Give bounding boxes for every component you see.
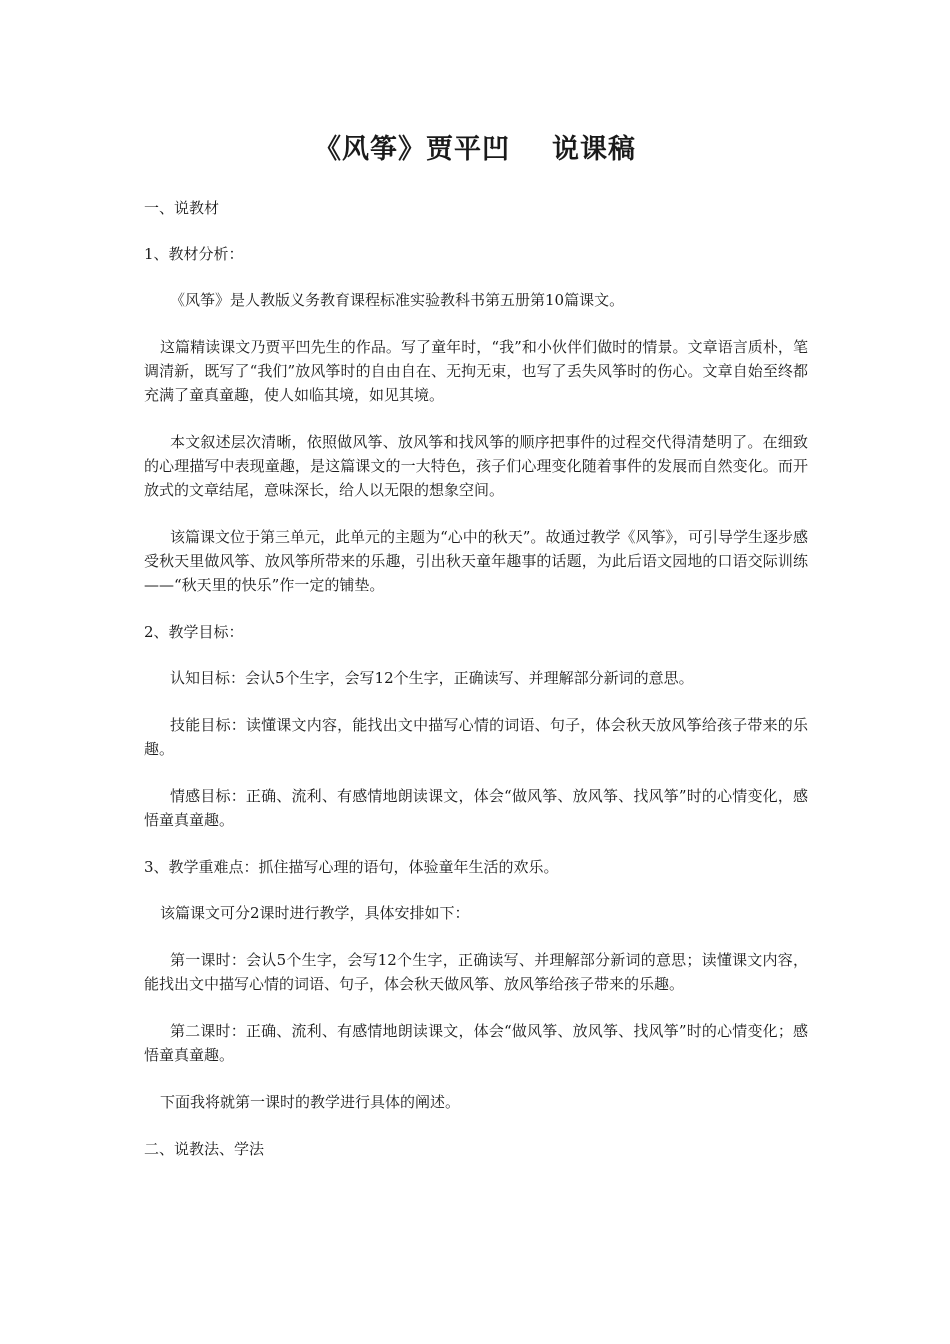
paragraph: 该篇课文位于第三单元，此单元的主题为“心中的秋天”。故通过教学《风筝》，可引导学生逐步感受秋天里做风筝、放风筝所带来的乐趣，引出秋天童年趣事的话题，为此后语文园地的口语交际训练——“秋天里的快乐”作一定的铺垫。 [144,528,808,594]
section-heading: 二、说教法、学法 [144,1140,265,1158]
subsection-heading: 1、教材分析： [144,245,244,263]
paragraph: 该篇课文可分2课时进行教学，具体安排如下： [160,904,470,922]
paragraph: 《风筝》是人教版义务教育课程标准实验教科书第五册第10篇课文。 [170,291,625,309]
paragraph: 认知目标：会认5个生字，会写12个生字，正确读写、并理解部分新词的意思。 [170,669,694,687]
paragraph: 本文叙述层次清晰，依照做风筝、放风筝和找风筝的顺序把事件的过程交代得清楚明了。在细致的心理描写中表现童趣，是这篇课文的一大特色，孩子们心理变化随着事件的发展而自然变化。而开放式的文章结尾，意味深长，给人以无限的想象空间。 [144,433,808,499]
section-heading: 一、说教材 [144,199,220,217]
paragraph: 下面我将就第一课时的教学进行具体的阐述。 [160,1093,461,1111]
paragraph: 第一课时：会认5个生字，会写12个生字，正确读写、并理解部分新词的意思；读懂课文内容，能找出文中描写心情的词语、句子，体会秋天做风筝、放风筝给孩子带来的乐趣。 [144,951,808,993]
paragraph: 技能目标：读懂课文内容，能找出文中描写心情的词语、句子，体会秋天放风筝给孩子带来的乐趣。 [144,716,808,758]
paragraph: 这篇精读课文乃贾平凹先生的作品。写了童年时，“我”和小伙伴们做时的情景。文章语言质朴，笔调清新，既写了“我们”放风筝时的自由自在、无拘无束，也写了丢失风筝时的伤心。文章自始至终都充满了童真童趣，使人如临其境，如见其境。 [144,338,808,404]
paragraph: 第二课时：正确、流利、有感情地朗读课文，体会“做风筝、放风筝、找风筝”时的心情变化；感悟童真童趣。 [144,1022,808,1064]
document-body [144,196,808,1183]
page-title [0,130,950,170]
subsection-heading: 3、教学重难点：抓住描写心理的语句，体验童年生活的欢乐。 [144,858,559,876]
subsection-heading: 2、教学目标： [144,623,244,641]
paragraph: 情感目标：正确、流利、有感情地朗读课文，体会“做风筝、放风筝、找风筝”时的心情变化，感悟童真童趣。 [144,787,808,829]
title-text: 《风筝》贾平凹 [314,134,510,165]
title-subtitle: 说课稿 [552,134,636,165]
